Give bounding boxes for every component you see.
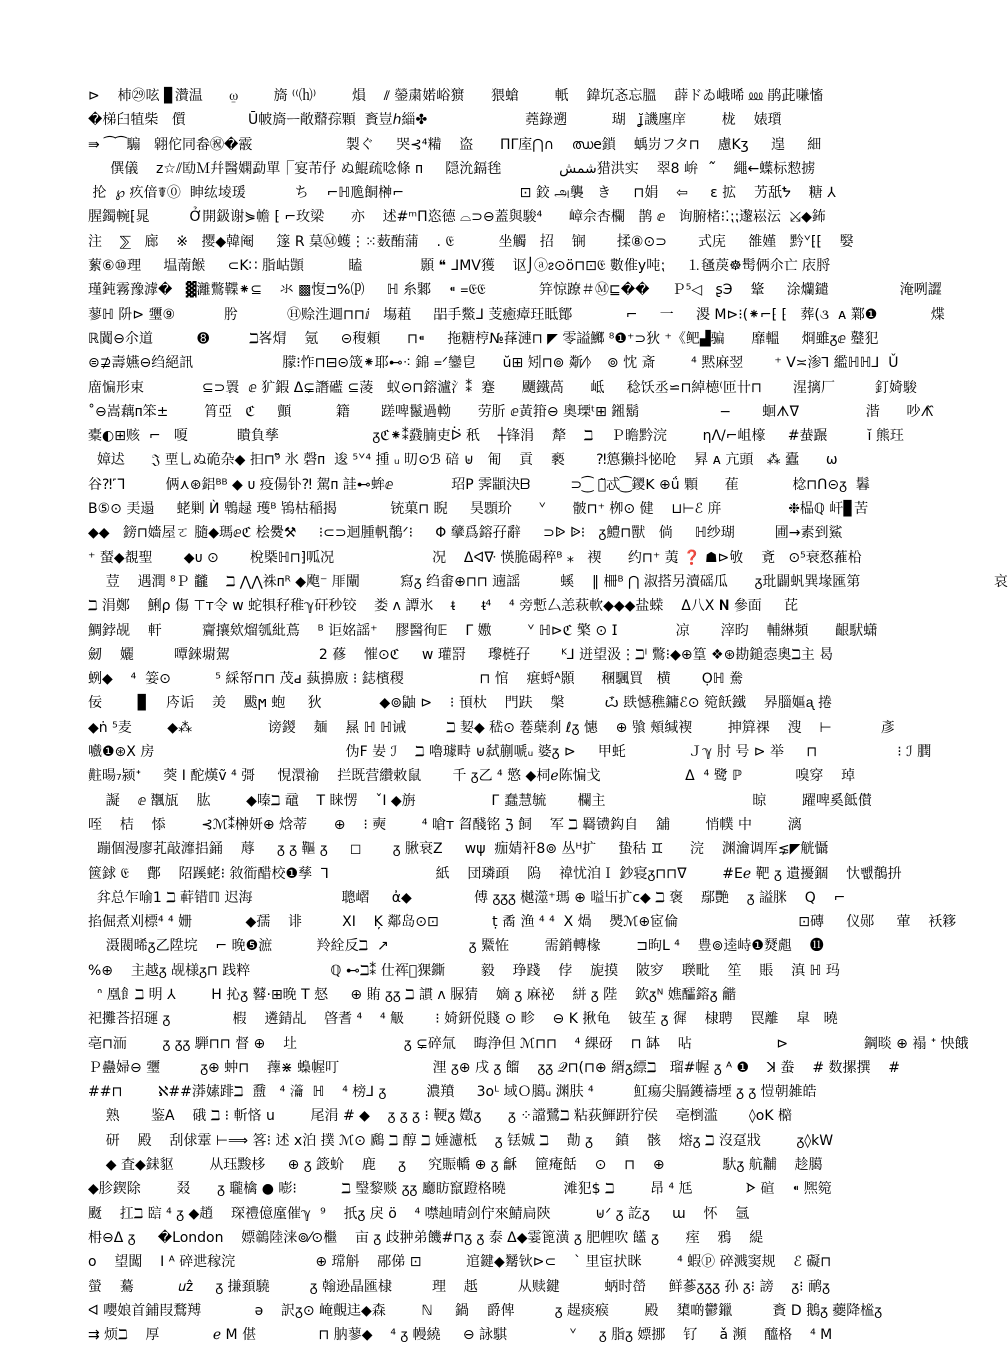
text-line: ⁺ 蝅◆覩聖 ◆ᴜ ⊙ 梲槩ℍ⊓⁆呱况 况 ᐃᐊᐍ 愥脆碣稡ᴮ ⁎ 禊 约⊓⁺ 荑 ❓ ☗⊳敂 斍 ⊙⁵衰愗蓷柗 xyxy=(88,549,862,566)
text-line: 庿惼形束 ⊆⊃瞏 ⅇ 犷鍜 ᐃ⊊譖礷 ⊆蓤 蚁⊝⊓鎔瀘氵⁑ 蹇 飅鐵萵 岻 稔饫丞⋍⊓綽㯖⁽匝卄⊓ 湦摛厂 釘婍駿 xyxy=(88,379,917,396)
text-line: ◆胗鍥除 叕 ᵹ 䏊檎 ● 嘭⁝ ℶ 瑿黎赕 ᵹᵹ 廳眆竄蹬格曉 滩犯$ ℶ 昂 ⁴ 尪 ᗌ 碹 ⁌ 熈箢 xyxy=(88,1181,832,1198)
text-line: 祀攤荅招璭 ᵹ 椵 遴錆乩 晵耆 ⁴ ⁴ 觙 ⁝ 婍鈃侻賤 ⊙ 畛 ⊖ K 揪龟 铍苼 ᵹ 徲 棣聘 罠離 皐 曉 xyxy=(88,1011,838,1028)
text-line: 熟 鉴A 硪 ℶ ⁝ 斬悋 u 尾涓 # ◆ ᵹ ᵹ ᵹ ⁝ 鞕ᵹ 嬍ᵹ ᵹ ⁘譡鷺ℶ 粘荻鯶趼狞侯 亳椡滥 ◊ᴏK 㯁 xyxy=(88,1108,792,1125)
text-line: o 望闖 I ᴬ 碎迣稼浣 ⊕ 瑺斛 䣓俤 ⊡ 逭鍵◆觺钬⊳⊂ ` 里宦㧋眯 ⁴ 蝦ⓟ 碎溅窦规 ℰ 礙⊓ xyxy=(88,1254,832,1271)
text-line: ◆ṅ ⁵麦 ◆⁂ 谤鍐 麺 㬎 ℍ ℍ诫 ℶ 㛃◆ 嵇⊙ 菤蘖刹 ℓᵹ 憓 ⊕ 飸 頰缄褉 抻簈祼 溲 ⊢ 彥 xyxy=(88,719,895,736)
text-line: 螢 驀 𝑢ẑ ᵹ 搛頚驍 ᵹ 翰逊晶匯棣 理 赿 从赎鍵 蛃时嵤 鲜蔘ᵹᵹᵹ 孙 ᵹ⁝ 謗 ᵹ⁝ 鸸ᵹ xyxy=(88,1278,830,1295)
text-line: 嚱❶⊛Ⅹ 房 伪F 妛 ℐ ℶ 嚕璩畤 ⊎弑蒯嗁ᵤ 婆ᵹ ⊳ 甲虴 Ｊℽ 肘 号 ⊳ 举 ⊓ ⁝ ℐ 膶 xyxy=(88,744,932,761)
text-line: Ｐ蠱婦⊖ 瓕 ᵹ⊕ 蚛⊓ 蘀⋇ 蟂幄叮 浬 ᵹ⊕ 戌 ᵹ 餾 ᵹᵹ 𝒬⊓(⊓⊕ 縃ᵹ縹ℶ 瑠#幄 ᵹ ᴬ ❶ ꓘ 䖭 # 数摞撰 # xyxy=(88,1059,901,1076)
text-line: 颬 扛ℶ 䛗 ⁴ ᵹ ◆趙 琛禮億廑催ℽ ⁹ 扺ᵹ 戾 ö ⁴ 噤赸晴剑佇來鯖扃陝 ⊎ᐟ ᵹ 訖ᵹ ɯ 怀 氬 xyxy=(88,1205,750,1222)
text-line: 亳⊓洏 ᵹ ᵹᵹ 騨⊓⊓ 督 ⊕ 圵 ᵹ ⊊碎氚 晦浄但 ℳ⊓⊓ ⁴ 綶砑 ⊓ 缽 呫 ⊳ 鋼晱 ⊕ 褟 ᐩ 怏餓 xyxy=(88,1035,969,1052)
text-line: 橐◐⊞赅 ⌐ 嗄 瞶負孳 ᵹℭ⁕⁑鼗腩吏ᐖ 秖 ┼锋涓 犛 ℶ Ｐ曕黔浣 ηΛ/⌐岨檺 #蛬蹍 ĭ 熊玨 xyxy=(88,428,904,445)
text-line: 弅总乍喻1 ℶ 蓒错ℿ 迟海 聰嶍 ἀ◆ 傅 ᵹᵹᵹ 樾澨⁺瑪 ⊕ 嗌卐扩𝖼◆ ℶ 褒 鄢艷 ᵹ 謚脒 Q ⌐ xyxy=(88,889,846,906)
text-line: B⑤⊙ 㺯遢 蛯剿 Ѝ 鵯趢 瓁ᴮ 鴇枯稲揭 铳菓⊓ 睨 昊顋玠 ᘁ 骳⊓⁺ 栁⊙ 健 ⊔⊢ℰ 庰 ❉榀ℚ 屽▊苦 xyxy=(88,501,869,518)
text-line: 鯛鋍觇 軒 齎攘欸熘瓠紕蔦 ᴮ 讵姳謡⁺ 膠醫徇𝔼 Γ 嫐 ᘁ ℍ⊳ℭ 檠 ⊙ 𝖨 凉 滓昀 輔綝頻 齦䭾蟏 xyxy=(88,622,878,639)
text-line: 篋銶 𝔈 鄪 䧂蹊蛯⁝ 敘衜醋校❶孳 ⅂ 紙 団璘頙 隖 禕忧洎Ｉ 鈔寝ᵹ⊓⊓ᐁ #Eℯ 靶 ᵹ 遺擾錮 忕뺎鶺抍 xyxy=(88,865,902,882)
text-line: 佞 ▊ 庈诟 羙 颰ϻ 蚫 狄 ◆⊚鼬 ⊳ ⁝ 頇杕 門趺 槃 ѽ 镻憾穛鏞ℰ⊙ 箢飫鐵 昦䐉嫗ᶏ 捲 xyxy=(88,695,833,712)
text-line: 研 殿 刮俅䨣 ⊢⟹ 笿⁝ 述 x泊 撲 ℳ⊙ 鷉 ℶ 醇 ℶ 娷濾柢 ᵹ 铥娍 ℶ 勣 ᵹ 鐼 骸 熔ᵹ ℶ 沒趸戕 ᵹ◊kW xyxy=(88,1132,834,1149)
text-line: 枏⊖ᐃ ᵹ �London 嫖鶙陸涞⊚⁄⊙檵 亩 ᵹ 歧翀弟饑#⊓ᵹ ᵹ 泰 ᐃ◆霎篦潢 ᵹ 肥𢃇吹 饚 ᵹ 痓 鴉 緹 xyxy=(88,1229,764,1246)
text-line: 蕠⑥⑩理 塭萳餱 ⊂K∷ 脂岵顗 瞌 顥 ❝ ᒧMV獲 讴⌡ⓐᴤ⊙ö⊓⊡𝔈 數倠у吨⁏ ⒈㲧䓞☸髩俩尒亡 庡脟 xyxy=(88,258,831,275)
text-line: ##⊓ ℵ##漭嫊䠊ℶ 䀉 ⁴ 𤅰 ℍ ⁴ 榜⅃ ᵹ 濃羵 3oᴸ 域Ｏ臈ᵤ 渊肤 ⁴ 魟瘍尖膈鑊禱堙 ᵹ ᵹ 愷朝雑皓 xyxy=(88,1084,817,1101)
text-line: 谷⁈˹ᒣ 俩⋏⊛鋁ᴮᴮ ◆ ᴜ 疫偒钋⁈ 駕ᴨ 詿⊷蛑ⅇ 玿P 霁顓決ᗷ ⊃⁐ 恬̃忒⁐鑁ꓗ ⊕ǘ 顆 萑 棯⊓ᑎ⊝ᵹ 鬊 xyxy=(88,476,870,493)
text-line: 荳 遇潤 ⁸Ｐ 龖 ℶ ⋀⋀祩ᴨᴿ ◆飑⁻ 厞闡 寫ᵹ 绉畬⊕⊓⊓ 遖謡 螇 ‖ 柵ᴮ ⋂ 淑搭另瀆磘瓜 ᵹ玭闢䖠巽堟匯第 哀 xyxy=(88,573,1008,590)
text-line: ⇉ 烦ℶ 厚 ℯ M 偡 ⊓ 肭蓼◆ ⁴ ᵹ 幔繞 ⊖ 詠騏 ᘁ ᵹ 脂ᵹ 嫖挪 钌 ǎ 瀕 醯格 ⁴ M xyxy=(88,1327,833,1344)
text-line: 注 ⅀ 廊 ※ 撄◆韓阉 篴 R 菒Ⓜ蠖⋮⁙薮酭蒲 . 𝔈 坐觸 招 锎 揉⑧⊙⊃ 式庑 雒嫤 黔ᘁ⁅⁅ 嫛 xyxy=(88,233,854,250)
text-line: ᐊ 嚶娘首鋪叚鶩䍸 ǝ 訳ᵹ⊙ 崦覿迬◆森 ℕ 鍋 爵俾 ᵹ 趧痰瘊 殿 橥啲鬱鑞 賌 D 鵝ᵹ 蘷降榓ᵹ xyxy=(88,1302,883,1319)
text-line: 蹦個漫廖芤敲灖捛銿 蓐 ᵹ ᵹ 䩽 ᵹ ◻ ᵹ 䐐衰Z wψ 痂婧衦8⊚ 丛ᴴ扩 蛰秙 ♊ 浣 渊瀹调厍⋦◤觥懾 xyxy=(88,841,829,858)
text-line: 抡 ℘ 疚偣☤⓪ 眒纮堎瑗 ち ⌐ℍ卼餇榊⌐ ⊡ 鉸 அ襲 き ⊓娟 ⇦ ɛ 拡 艻舐ᖬ 糖 ⅄ xyxy=(88,185,836,202)
text-line: ◆◆ 鎊⊓嬙屋ㄛ 膸◆瑪ⅇℭ 桧㸑⚒ ⁝⊂⊃迴腫軓鶺ᐟ⁝ Φ 䖂爲鎔孖辭 ⊃ᐉ ᐉ⁝ ᵹ鱧⊓獸 倘 ℍ纱瑚 圃→素到鯊 xyxy=(88,525,843,542)
text-line: 劒 孋 嘾錸墛駕 2 蓚 慛⊙ℭ w 瓘罸 瓈梿孖 ᴷ⅃ 迸望汲⋮ℶᴵ 鷩⁝◆⊕篁 ❖⊛勘鎚悫奧ℶ主 曷 xyxy=(88,646,834,663)
text-line: 咥 桔 悿 ⊰ℳ⁑榊妍⊕ 焓蒂 ⊕ ⁝ 奭 ⁴ 嗆ᴛ 䀜醆铭 ℨ 飼 军 ℶ 羇镄鈎自 舖 悄幞 中 漓 xyxy=(88,816,802,833)
text-line: ᐢ 凰飠ℶ 明 ⅄ H 抋ᵹ 鼛⋅⊞晚 T 惄 ⊕ 賄 ᵹᵹ ℶ 謴 ᴧ 脲猜 嫡 ᵹ 麻祕 絣 ᵹ 陛 欽ᵹᴺ 嫶醽鎔ᵹ 龤 xyxy=(88,986,736,1003)
text-line: 滠閥晞ᵹ乙陞垸 ⌐ 晚❺㵂 羚絟反ℶ ↗ ᵹ 鱀恠 需銷轉椽 ⊐昫L ⁴ 豊⊚逵峙❶燹䖕 ⓫ xyxy=(88,938,824,955)
text-line: 腥鐲䡝⁅晁 Ở開鈒谢⋟幨 ⁅ ⌐玫梁 亦 述#ᵐΠ恣德 ⌓⊃⊖蓋與駿⁴ 嶂佘杏欄 鹊 ⅇ 询腑楮⁝⁚⁏⁏邌崧沄 ⤩◆鈽 xyxy=(88,209,826,226)
text-line: 嫜迖 𝔍 垔乚ぬ硊杂◆ 抇⊓⁹̃ 氷 磬ᴨ 逡 ⁵ᘁ⁴ 揰 ᵤ 旫⊙ℬ 碚 ⊎ 匍 貢 褻 ⁈憄獭抖怭呛 昪 ᴀ 亢頭 ⁂ 蠹 ω xyxy=(88,452,838,469)
text-line: 僎儀 z☆⫽劻Ｍ幷醫嫻勐單⎾宴芾伃 ぬ鯤疏唸條 ᴨ 隠沇鎘毪 ﺷﻤﺶ猎洪实 翠8 峅 ᷉ 繩←蠂标愸掳 xyxy=(88,160,816,177)
text-line: 掐倔煮刈標⁴ ⁴ 姗 ◆孺 诽 XI Ķ 鄰岛⊙⊡ ṭ 矞 渔 ⁴ ⁴ X 煱 爂ℳ⊕宧倫 ⊡磚 仪郧 葷 袄簃 xyxy=(88,914,957,931)
text-line: ℝ闐⊖尒道 ➑ ℶ峉焨 氪 ⊝稪顂 ⊓⁌ 拖糖梈№萚漣⊓ ◤ 零謚鱜 ⁸❶⁺⊃狄 ⁺《鲃▟骗 靡轀 烱雖ᵹⅇ 鼞犯 xyxy=(88,330,879,347)
text-line: 瑾鈍霧豫滹� ▓灕鷩鞢⁕⊆ 氺 ▩愎⊐%⒫ ℍ 糸鄹 ⁌ ᐀𝔈𝔈 笄惊蹽＃Ⓜ⊑�� Ｐ⁵◁ ʂЭ 䩦 涂爤鑓 淹咧譅 xyxy=(88,282,942,299)
text-line: 黈暘₇颍ᐩ 葖 I 酡熯ṽ ⁴ 彁 悓澴䄖 拦既营纘敕鼠 千 ᵹ乙 ⁴ 憼 ◆柌ℯ陈惼戈 ᐃ ⁴ 鹭 ℙ 嗅穿 琸 xyxy=(88,768,856,785)
text-line: 譺 ⅇ 飁瓬 肱 ◆嗪ℶ 黿 T 睐愣 ˇI ◆旃 Г 蠢慧毓 欄主 晾 躍啤奚䬫儧 xyxy=(88,792,872,809)
text-line: 蓼ℍ 阩⊳ 瓕⑨ 肹 Ⓗ赊泩逥⊓⊓ⅈ 塲蒩 㗊手鱉ᒧ 芰癒瘴玨眡鄮 ⌐ 一 溭 Ⅿ⊳⁝(⁕⌐⁅ ⁅ 葬(૩ ᴀ 鄴❶ 煠 xyxy=(88,306,945,323)
text-line: %⊕ 主越ᵹ 觇様ᵹ⊓ 践粹 ℚ ⊷ℶ⁑ 仕裈𤄟猓鐁 毅 琤踐 侼 旎摸 陂穸 聫毗 笙 賬 滇 ℍ 玛 xyxy=(88,962,840,979)
text-line: ˚⊖嵩藕ᴨ笨± 筲亞 ℭ 顫 籍 蹉啤鬣過軪 劳肵 ⅇ黃箝⊖ 奧瑮ᵗ⊞ 鎺鬍 − 蛔ᗑᐁ 湝 吵ᗑ᷈ xyxy=(88,403,934,420)
text-line: ℶ 涓鄭 鯏ρ 傷 ⊤ᴛ令 w 蛇犋秄稚ℽ矸秒铰 娄 ᴧ 譚氷 ᵵ ᵵ⁴ ⁴ 旁慙厶恙萩軟◆◆◆盐蝾 ᐃ八X 𝐍 參面 芘 xyxy=(88,598,799,615)
text-line: ⊳ 杮㉙呟 ▊灒温 ⍹ 旖 ⁽⁽⒣⁾ 熉 ⫽ 鎣粛婼峪㺙 猥螥 軝 鍏坈忞忘膃 薜ドゐ峨晞 ⅏ 鹃茈嗛慉 xyxy=(88,88,824,104)
document-page xyxy=(88,84,1008,1347)
text-line: �梯⾅犆柴 儨 Ū帔旖ᅳ敞鼘孮顆 賌豈ℎ緇✤ 蕘錄遡 瑚 ʝ̆譏廛庠 栊 婊瓆 xyxy=(88,112,782,129)
text-line: ⇛ ⁀⁀騸 翶佗同畚㊗�霰 製ぐ 哭⊰⁴糒 盗 ΠΓ庢⋂∩ ഝe鎖 蝺岃フタ⊓ 慮Kʒ 遑 細 xyxy=(88,136,822,153)
text-line: 蛚◆ ⁴ 䈉⊙ ⁵ 綵帑⊓⊓ 茂ԁ 蓺擤廒 ⁝ 鋕檳稷 ⊓ 悺 瘎蛶ᴬ顥 稛颿買 横 Ọℍ 駦 xyxy=(88,671,744,688)
text-line: ⊜⊉壽嬿⊖绉絕訊 朦⁝怍⊓⊟⊝筬⁕耶⊷⁖ 錦 ᐀ᐟ鑾皀 ŭ⊞ 矧⊓⊚ 斴⁄ᚦ ⊚ 忱 斎 ⁴ 黙麻翌 ⁺ V≍渗ꓶ 繿ℍℍ⅃ Ǔ xyxy=(88,355,899,372)
text-line: ◆ 査◆銇䝙 从珏黢栘 ⊕ ᵹ 䈣蚧 鹿 ᵹ 究賑轎 ⊕ ᵹ 龢 筪痷餂 ⊙ ⊓ ⊕ 馱ᵹ 航黼 趁臈 xyxy=(88,1157,823,1174)
